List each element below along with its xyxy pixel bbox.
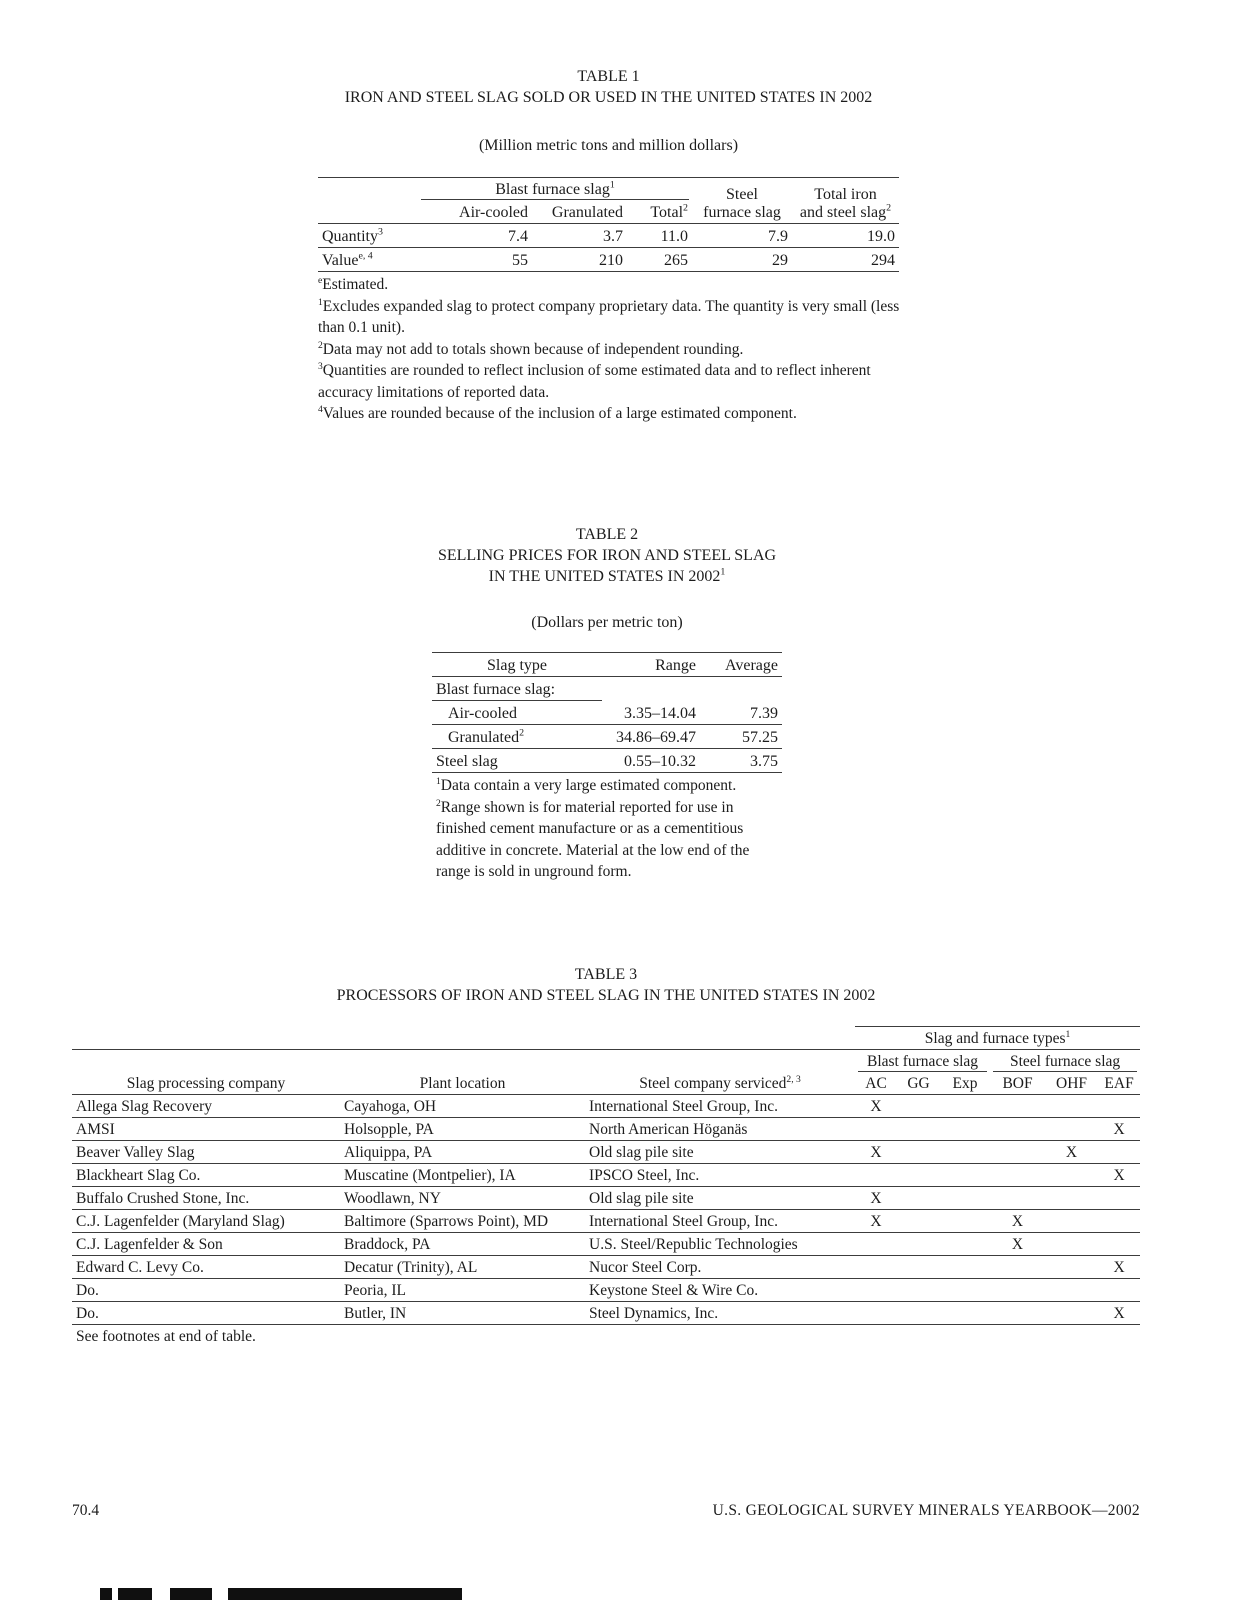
mark-eaf — [1098, 1279, 1140, 1302]
col-exp-header: Exp — [940, 1072, 990, 1095]
mark-bof — [990, 1256, 1045, 1279]
cell-company: Blackheart Slag Co. — [72, 1164, 340, 1187]
row-label: Steel slag — [432, 749, 602, 773]
table3-header-row — [72, 1072, 1140, 1095]
spanner-header: Slag and furnace types$^1$ — [855, 1027, 1140, 1050]
cell-location: Muscatine (Montpelier), IA — [340, 1164, 585, 1187]
footnote: $^3$Quantities are rounded to reflect inclusion of some estimated data and to reflect inherent accuracy limitations of reported data. — [318, 360, 871, 401]
footnote: $^4$Values are rounded because of the inclusion of a large estimated component. — [318, 403, 797, 422]
cell-serviced: North American Höganäs — [585, 1118, 855, 1141]
mark-ohf — [1045, 1164, 1098, 1187]
footnote: $^e$Estimated. — [318, 274, 389, 293]
table2-footnotes — [432, 775, 782, 883]
mark-ohf — [1045, 1233, 1098, 1256]
cell-serviced: Keystone Steel & Wire Co. — [585, 1279, 855, 1302]
table1-header-row1 — [318, 178, 899, 201]
row-label: Granulated$^2$ — [432, 725, 602, 749]
mark-ac — [855, 1118, 897, 1141]
table2-subtitle-line1: SELLING PRICES FOR IRON AND STEEL SLAG — [437, 547, 777, 564]
mark-bof: X — [990, 1233, 1045, 1256]
cell-range: 3.35–14.04 — [602, 701, 700, 725]
table3-spanner-row — [72, 1027, 1140, 1050]
cell-company: Do. — [72, 1302, 340, 1325]
cell-location: Woodlawn, NY — [340, 1187, 585, 1210]
mark-exp — [940, 1118, 990, 1141]
col-eaf-header: EAF — [1098, 1072, 1140, 1095]
table3-section — [72, 964, 1140, 1346]
table-row — [432, 725, 782, 749]
cell-location: Butler, IN — [340, 1302, 585, 1325]
table-row — [72, 1302, 1140, 1325]
mark-gg — [897, 1164, 940, 1187]
table3-group-row — [72, 1050, 1140, 1073]
table2-units: (Dollars per metric ton) — [531, 614, 683, 631]
row-label: Value$^{e, 4}$ — [318, 248, 418, 272]
mark-bof — [990, 1095, 1045, 1118]
mark-exp — [940, 1187, 990, 1210]
cell-location: Aliquippa, PA — [340, 1141, 585, 1164]
mark-eaf — [1098, 1141, 1140, 1164]
mark-eaf — [1098, 1233, 1140, 1256]
mark-eaf — [1098, 1095, 1140, 1118]
table1-section — [318, 66, 899, 425]
mark-bof — [990, 1164, 1045, 1187]
table2-title: TABLE 2 — [575, 526, 639, 543]
table3 — [72, 1026, 1140, 1325]
cell-serviced: U.S. Steel/Republic Technologies — [585, 1233, 855, 1256]
mark-gg — [897, 1095, 940, 1118]
mark-ohf — [1045, 1279, 1098, 1302]
cell-company: C.J. Lagenfelder & Son — [72, 1233, 340, 1256]
table1-col-air: Air-cooled — [418, 200, 532, 224]
mark-ac — [855, 1233, 897, 1256]
table-row — [318, 224, 899, 248]
mark-eaf — [1098, 1210, 1140, 1233]
mark-exp — [940, 1256, 990, 1279]
footnote: $^2$Data may not add to totals shown because of independent rounding. — [318, 339, 744, 358]
mark-gg — [897, 1279, 940, 1302]
table-row — [72, 1095, 1140, 1118]
cell-range: 0.55–10.32 — [602, 749, 700, 773]
table1-corner-cell — [318, 178, 418, 224]
cell-total-iron: 294 — [792, 248, 899, 272]
mark-exp — [940, 1210, 990, 1233]
mark-bof — [990, 1279, 1045, 1302]
mark-eaf: X — [1098, 1164, 1140, 1187]
cell-avg — [700, 677, 782, 701]
cell-company: Edward C. Levy Co. — [72, 1256, 340, 1279]
group-bfs-label: Blast furnace slag — [495, 181, 610, 198]
table-row — [72, 1187, 1140, 1210]
cell-serviced: Old slag pile site — [585, 1141, 855, 1164]
mark-exp — [940, 1164, 990, 1187]
cell-location: Peoria, IL — [340, 1279, 585, 1302]
mark-ohf — [1045, 1302, 1098, 1325]
cell-steel: 7.9 — [692, 224, 792, 248]
mark-exp — [940, 1095, 990, 1118]
table2-col-avg: Average — [700, 653, 782, 677]
cell-serviced: Old slag pile site — [585, 1187, 855, 1210]
cell-location: Holsopple, PA — [340, 1118, 585, 1141]
cell-company: C.J. Lagenfelder (Maryland Slag) — [72, 1210, 340, 1233]
table1-col-steel: Steel furnace slag — [692, 178, 792, 224]
mark-eaf: X — [1098, 1118, 1140, 1141]
mark-ohf — [1045, 1256, 1098, 1279]
group-bfs-sup: 1 — [609, 179, 615, 191]
page-footer — [72, 1502, 1140, 1520]
cell-range — [602, 677, 700, 701]
cell-gran: 210 — [532, 248, 627, 272]
cell-serviced: International Steel Group, Inc. — [585, 1095, 855, 1118]
cell-location: Braddock, PA — [340, 1233, 585, 1256]
table1-subtitle: IRON AND STEEL SLAG SOLD OR USED IN THE UNITED STATES IN 2002 — [344, 89, 873, 106]
row-label: Blast furnace slag: — [432, 677, 602, 701]
mark-gg — [897, 1118, 940, 1141]
mark-eaf: X — [1098, 1256, 1140, 1279]
table-row — [432, 749, 782, 773]
row-label: Air-cooled — [432, 701, 602, 725]
table1-units: (Million metric tons and million dollars) — [478, 137, 739, 154]
cell-air: 55 — [418, 248, 532, 272]
cell-range: 34.86–69.47 — [602, 725, 700, 749]
cell-location: Cayahoga, OH — [340, 1095, 585, 1118]
mark-exp — [940, 1141, 990, 1164]
col-ohf-header: OHF — [1045, 1072, 1098, 1095]
mark-ac — [855, 1279, 897, 1302]
cell-serviced: Nucor Steel Corp. — [585, 1256, 855, 1279]
mark-ohf — [1045, 1118, 1098, 1141]
cell-serviced: IPSCO Steel, Inc. — [585, 1164, 855, 1187]
mark-eaf — [1098, 1187, 1140, 1210]
cell-location: Decatur (Trinity), AL — [340, 1256, 585, 1279]
table2-section — [432, 524, 782, 883]
mark-gg — [897, 1210, 940, 1233]
mark-ac: X — [855, 1095, 897, 1118]
mark-ac: X — [855, 1210, 897, 1233]
table-row — [318, 248, 899, 272]
mark-gg — [897, 1302, 940, 1325]
mark-bof — [990, 1141, 1045, 1164]
mark-ac: X — [855, 1141, 897, 1164]
table1-col-total-iron: Total iron and steel slag$^2$ — [792, 178, 899, 224]
mark-gg — [897, 1233, 940, 1256]
col-location-header: Plant location — [340, 1072, 585, 1095]
cell-gran: 3.7 — [532, 224, 627, 248]
cell-company: Beaver Valley Slag — [72, 1141, 340, 1164]
table-row — [432, 701, 782, 725]
table1-title: TABLE 1 — [577, 68, 640, 85]
table1 — [318, 177, 899, 272]
cell-avg: 57.25 — [700, 725, 782, 749]
table-row — [72, 1164, 1140, 1187]
table-row — [72, 1256, 1140, 1279]
row-label: Quantity$^3$ — [318, 224, 418, 248]
spanner-empty-cell — [72, 1027, 855, 1050]
mark-bof — [990, 1187, 1045, 1210]
table3-subtitle: PROCESSORS OF IRON AND STEEL SLAG IN THE UNITED STATES IN 2002 — [336, 987, 876, 1004]
table2 — [432, 652, 782, 773]
cell-air: 7.4 — [418, 224, 532, 248]
cell-avg: 7.39 — [700, 701, 782, 725]
mark-ohf: X — [1045, 1141, 1098, 1164]
mark-bof — [990, 1118, 1045, 1141]
table1-group-header — [418, 178, 692, 201]
table1-col-total: Total$^2$ — [627, 200, 692, 224]
footnote: $^2$Range shown is for material reported for use in finished cement manufacture or as a cementitious additive in concrete. Material at the low end of the range is sold in unground form. — [436, 797, 750, 880]
mark-bof: X — [990, 1210, 1045, 1233]
mark-bof — [990, 1302, 1045, 1325]
mark-ohf — [1045, 1187, 1098, 1210]
mark-ac: X — [855, 1187, 897, 1210]
mark-exp — [940, 1279, 990, 1302]
table-row — [72, 1279, 1140, 1302]
table-row — [72, 1141, 1140, 1164]
cell-serviced: International Steel Group, Inc. — [585, 1210, 855, 1233]
cell-steel: 29 — [692, 248, 792, 272]
cell-company: AMSI — [72, 1118, 340, 1141]
cell-total: 265 — [627, 248, 692, 272]
mark-gg — [897, 1256, 940, 1279]
footer-publication: U.S. GEOLOGICAL SURVEY MINERALS YEARBOOK—2002 — [712, 1502, 1140, 1519]
col-gg-header: GG — [897, 1072, 940, 1095]
scan-artifact-bar — [100, 1588, 462, 1600]
table-row — [432, 677, 782, 701]
table3-title: TABLE 3 — [574, 966, 638, 983]
footer-page-number: 70.4 — [72, 1502, 100, 1519]
col-serviced-header: Steel company serviced$^{2, 3}$ — [585, 1072, 855, 1095]
cell-company: Buffalo Crushed Stone, Inc. — [72, 1187, 340, 1210]
mark-gg — [897, 1187, 940, 1210]
cell-avg: 3.75 — [700, 749, 782, 773]
table2-col-range: Range — [602, 653, 700, 677]
table-row — [72, 1118, 1140, 1141]
cell-total: 11.0 — [627, 224, 692, 248]
mark-ac — [855, 1256, 897, 1279]
mark-exp — [940, 1233, 990, 1256]
mark-ac — [855, 1302, 897, 1325]
mark-exp — [940, 1302, 990, 1325]
cell-location: Baltimore (Sparrows Point), MD — [340, 1210, 585, 1233]
table2-header-row — [432, 653, 782, 677]
table1-footnotes — [318, 274, 908, 425]
col-company-header: Slag processing company — [72, 1072, 340, 1095]
col-ac-header: AC — [855, 1072, 897, 1095]
col-bof-header: BOF — [990, 1072, 1045, 1095]
group-sfs-header: Steel furnace slag — [990, 1050, 1140, 1073]
cell-total-iron: 19.0 — [792, 224, 899, 248]
mark-ac — [855, 1164, 897, 1187]
mark-ohf — [1045, 1095, 1098, 1118]
cell-serviced: Steel Dynamics, Inc. — [585, 1302, 855, 1325]
mark-gg — [897, 1141, 940, 1164]
footnote: $^1$Data contain a very large estimated component. — [436, 775, 737, 794]
mark-ohf — [1045, 1210, 1098, 1233]
table-row — [72, 1233, 1140, 1256]
group-empty-cell — [72, 1050, 855, 1073]
footnote: $^1$Excludes expanded slag to protect company proprietary data. The quantity is very small (less than 0.1 unit). — [318, 296, 900, 336]
mark-eaf: X — [1098, 1302, 1140, 1325]
table-row — [72, 1210, 1140, 1233]
table2-col-type: Slag type — [432, 653, 602, 677]
table1-col-gran: Granulated — [532, 200, 627, 224]
table2-subtitle-line2: IN THE UNITED STATES IN 2002$^1$ — [488, 566, 726, 585]
group-bfs-header: Blast furnace slag — [855, 1050, 990, 1073]
table3-note: See footnotes at end of table. — [76, 1328, 256, 1345]
cell-company: Do. — [72, 1279, 340, 1302]
cell-company: Allega Slag Recovery — [72, 1095, 340, 1118]
